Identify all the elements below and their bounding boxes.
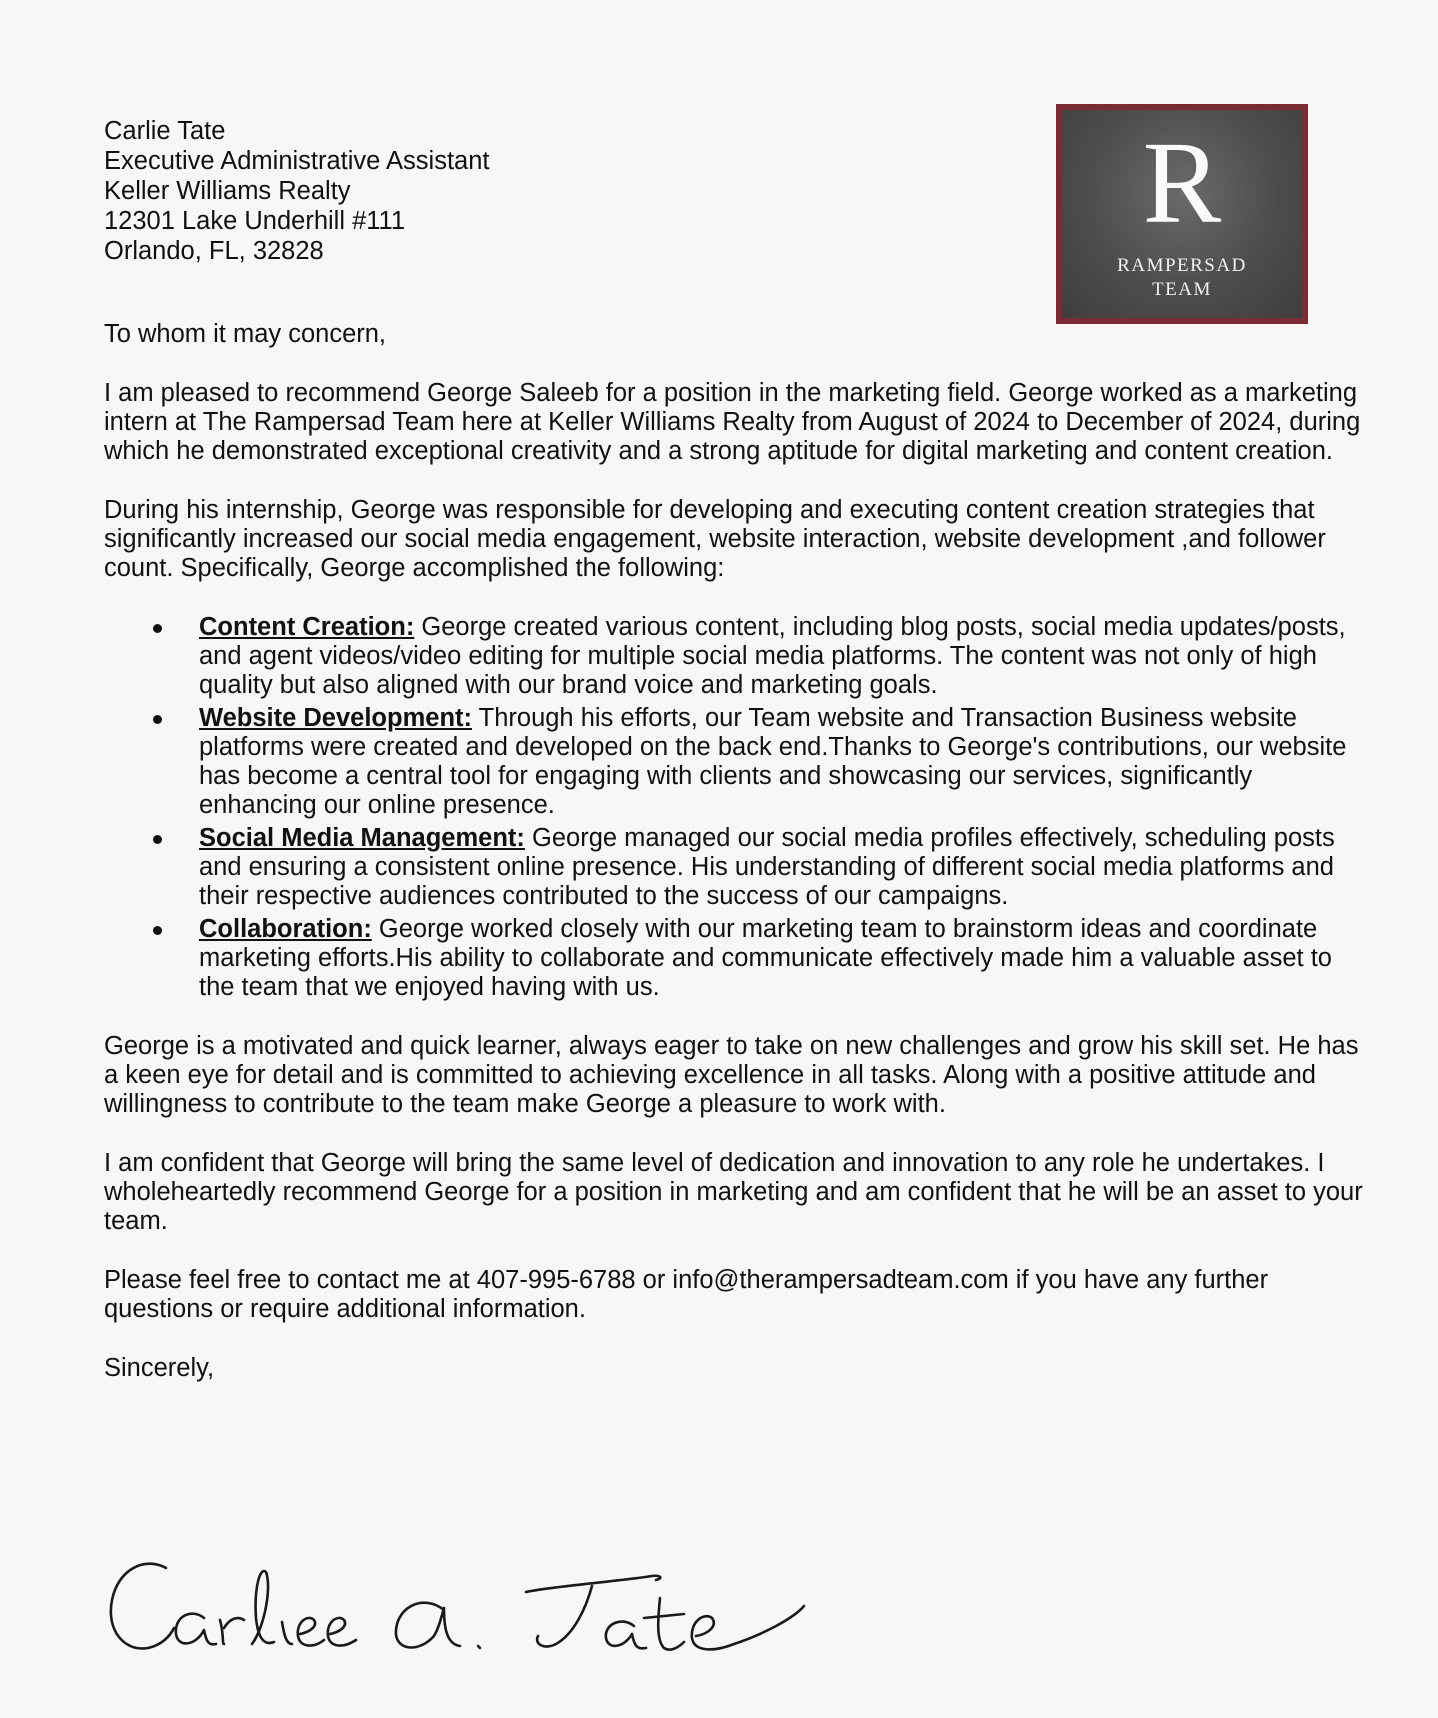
sender-address-line-1: 12301 Lake Underhill #111: [104, 207, 406, 235]
bullet-text: George managed our social media profiles effectively, scheduling posts and ensuring a consistent online presence. His understanding of different social media platforms and their respective audiences contributed to the success of our campaigns.: [199, 824, 1335, 910]
closing: Sincerely,: [104, 1354, 215, 1382]
paragraph-qualities: George is a motivated and quick learner, always eager to take on new challenges and grow his skill set. He has a keen eye for detail and is committed to achieving excellence in all tasks. Along with a positive attitude and willingness to contribute to the team make George a pleasure to work with.: [104, 1032, 1359, 1118]
list-item: [199, 915, 1374, 1002]
list-item: [199, 613, 1374, 700]
bullet-text: Through his efforts, our Team website and Transaction Business website platforms were created and developed on the back end.Thanks to George's contributions, our website has become a central tool for engaging with clients and showcasing our services, significantly enhancing our online presence.: [199, 704, 1347, 819]
bullet-text: George worked closely with our marketing team to brainstorm ideas and coordinate marketing efforts.His ability to collaborate and communicate effectively made him a valuable asset to the team that we enjoyed having with us.: [199, 915, 1332, 1001]
sender-company: Keller Williams Realty: [104, 177, 351, 205]
bullet-text: George created various content, including blog posts, social media updates/posts, and agent videos/video editing for multiple social media platforms. The content was not only of high quality but also aligned with our brand voice and marketing goals.: [199, 613, 1346, 699]
paragraph-recommendation: I am confident that George will bring the same level of dedication and innovation to any role he undertakes. I wholeheartedly recommend George for a position in marketing and am confident that he will be an asset to your team.: [104, 1149, 1363, 1235]
logo-line-1: RAMPERSAD: [1117, 255, 1247, 276]
rampersad-team-logo: [1056, 104, 1308, 324]
sender-title: Executive Administrative Assistant: [104, 147, 490, 175]
sender-block: [104, 116, 490, 266]
sender-address-line-2: Orlando, FL, 32828: [104, 237, 324, 265]
salutation: To whom it may concern,: [104, 320, 387, 348]
logo-wordmark: [1062, 254, 1302, 302]
paragraph-internship: During his internship, George was responsible for developing and executing content creation strategies that significantly increased our social media engagement, website interaction, website development ,and follower count. Specifically, George accomplished the following:: [104, 496, 1326, 582]
letter-body: [104, 320, 1374, 1383]
bullet-title: Content Creation:: [199, 613, 415, 641]
logo-letter: R: [1142, 117, 1222, 248]
signature-svg: [104, 1548, 884, 1668]
paragraph-contact: Please feel free to contact me at 407-995-6788 or info@therampersadteam.com if you have any further questions or require additional information.: [104, 1266, 1269, 1323]
bullet-icon: [153, 835, 162, 844]
sender-name: Carlie Tate: [104, 117, 226, 145]
paragraph-intro: I am pleased to recommend George Saleeb for a position in the marketing field. George worked as a marketing intern at The Rampersad Team here at Keller Williams Realty from August of 2024 to December of 2024, during which he demonstrated exceptional creativity and a strong aptitude for digital marketing and content creation.: [104, 379, 1361, 465]
bullet-title: Collaboration:: [199, 915, 372, 943]
list-item: [199, 704, 1374, 820]
bullet-title: Website Development:: [199, 704, 473, 732]
accomplishments-list: [104, 613, 1374, 1002]
bullet-icon: [153, 624, 162, 633]
bullet-icon: [153, 926, 162, 935]
logo-line-2: TEAM: [1152, 279, 1212, 300]
handwritten-signature: [104, 1548, 884, 1673]
bullet-icon: [153, 715, 162, 724]
bullet-title: Social Media Management:: [199, 824, 525, 852]
list-item: [199, 824, 1374, 911]
